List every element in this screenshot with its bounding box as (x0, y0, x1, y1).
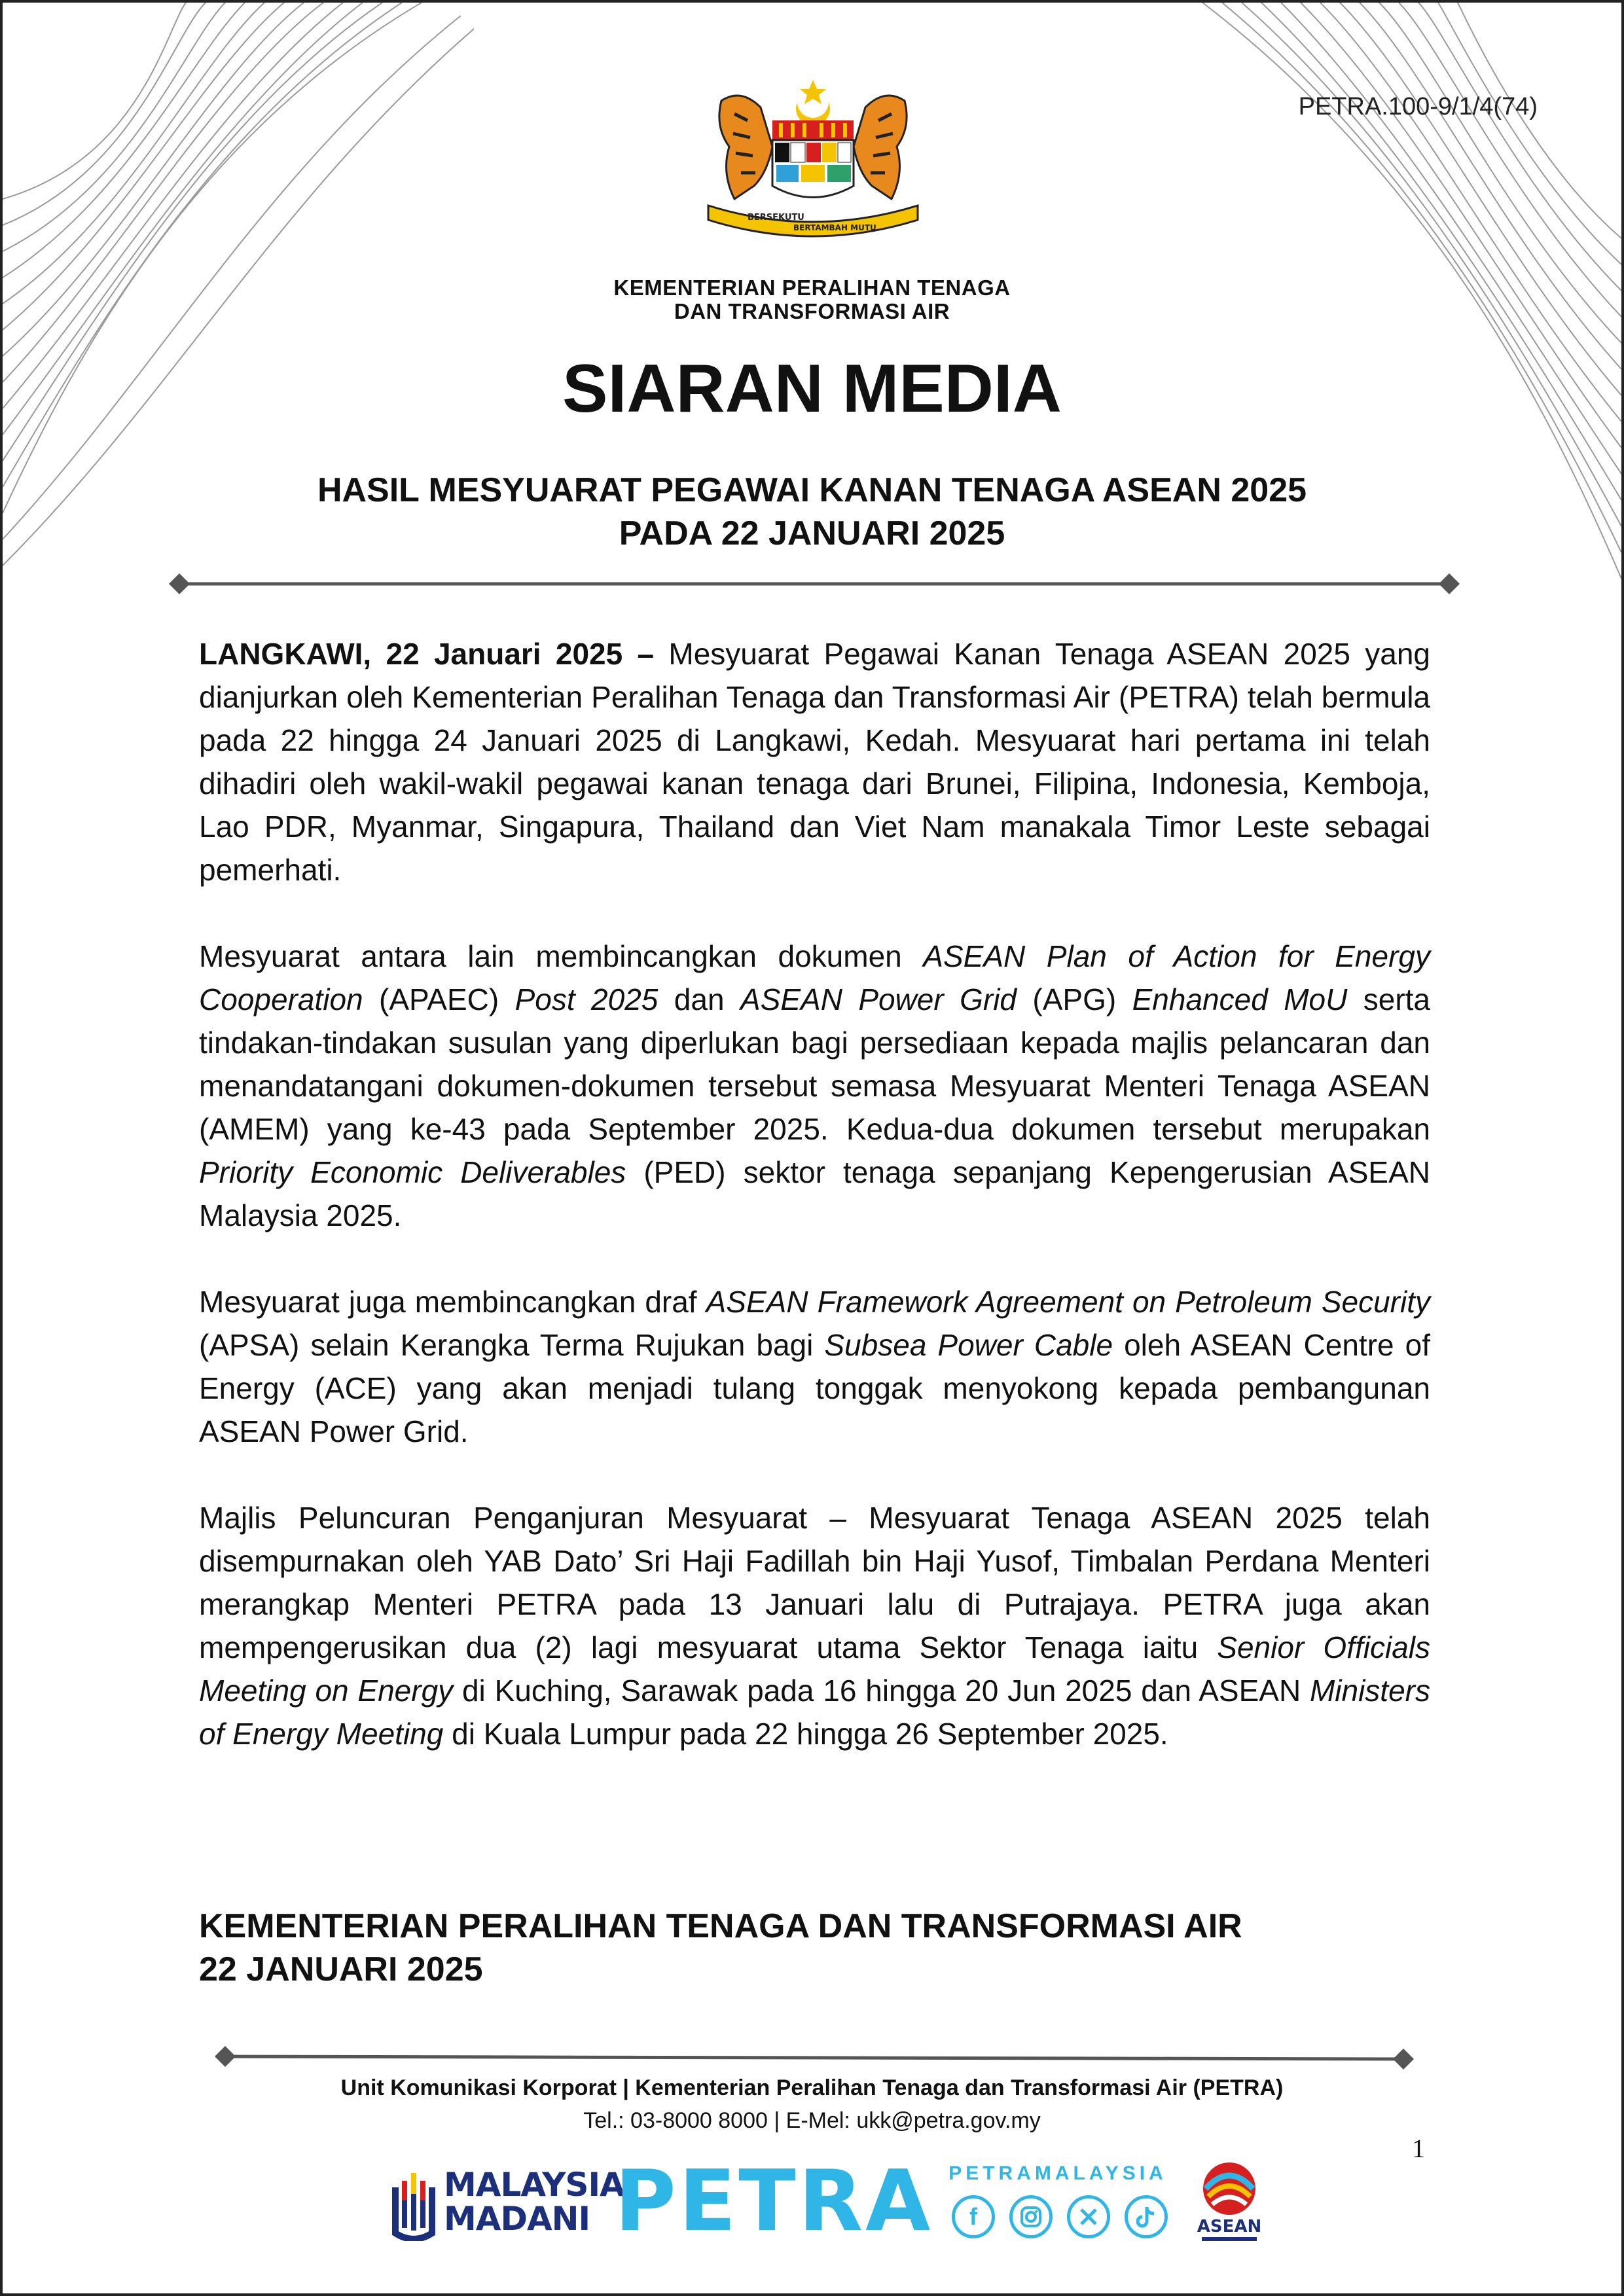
signoff-date: 22 JANUARI 2025 (199, 1950, 483, 1988)
madani-line1: MALAYSIA (444, 2166, 624, 2204)
crest-motto-center: BERTAMBAH MUTU (793, 223, 876, 232)
asean-malaysia-2025-logo (1193, 2156, 1266, 2248)
petra-logo: PETRA (615, 2153, 933, 2250)
subtitle-line2: PADA 22 JANUARI 2025 (619, 514, 1005, 552)
dateline: LANGKAWI, 22 Januari 2025 – (199, 637, 655, 671)
paragraph-1: LANGKAWI, 22 Januari 2025 – Mesyuarat Pegawai Kanan Tenaga ASEAN 2025 yang dianjurkan oleh Kementerian Peralihan Tenaga dan Transformasi Air (PETRA) telah bermula pada 22 hingga 24 Januari 2025 di Langkawi, Kedah. Mesyuarat hari pertama ini telah dihadiri oleh wakil-wakil pegawai kanan tenaga dari Brunei, Filipina, Indonesia, Kemboja, Lao PDR, Myanmar, Singapura, Thailand dan Viet Nam manakala Timor Leste sebagai pemerhati. (199, 637, 1430, 887)
facebook-icon[interactable]: f (952, 2195, 995, 2238)
divider-top (166, 571, 1462, 597)
instagram-icon[interactable] (1009, 2195, 1053, 2238)
ministry-heading-line2: DAN TRANSFORMASI AIR (674, 299, 950, 323)
ministry-heading (3, 276, 1621, 323)
social-media (947, 2162, 1169, 2248)
footer-unit: Unit Komunikasi Korporat | Kementerian Peralihan Tenaga dan Transformasi Air (PETRA) (340, 2075, 1284, 2100)
subtitle-line1: HASIL MESYUARAT PEGAWAI KANAN TENAGA ASEAN 2025 (317, 471, 1307, 509)
ministry-heading-line1: KEMENTERIAN PERALIHAN TENAGA (613, 276, 1011, 300)
paragraph-3: Mesyuarat juga membincangkan draf ASEAN Framework Agreement on Petroleum Security (APSA) selain Kerangka Terma Rujukan bagi Subsea Power Cable oleh ASEAN Centre of Energy (ACE) yang akan menjadi tulang tonggak menyokong kepada pembangunan ASEAN Power Grid. (199, 1285, 1430, 1448)
tiktok-icon[interactable] (1125, 2195, 1168, 2238)
footer-contact: Tel.: 03-8000 8000 | E-Mel: ukk@petra.gov.my (583, 2108, 1041, 2133)
madani-line2: MADANI (444, 2200, 590, 2238)
x-icon[interactable] (1067, 2195, 1110, 2238)
signoff (199, 1905, 1242, 1991)
paragraph-2: Mesyuarat antara lain membincangkan dokumen ASEAN Plan of Action for Energy Cooperation (APAEC) Post 2025 dan ASEAN Power Grid (APG) Enhanced MoU serta tindakan-tindakan susulan yang diperlukan bagi persediaan kepada majlis pelancaran dan menandatangani dokumen-dokumen tersebut semasa Mesyuarat Menteri Tenaga ASEAN (AMEM) yang ke-43 pada September 2025. Kedua-dua dokumen tersebut merupakan Priority Economic Deliverables (PED) sektor tenaga sepanjang Kepengerusian ASEAN Malaysia 2025. (199, 939, 1430, 1232)
divider-bottom (212, 2045, 1416, 2071)
page-title: SIARAN MEDIA (562, 351, 1062, 427)
footer-logos (389, 2153, 1266, 2250)
malaysia-madani-logo (389, 2162, 624, 2241)
page-number: 1 (1412, 2134, 1425, 2163)
coat-of-arms-logo (695, 75, 931, 238)
paragraph-4: Majlis Peluncuran Penganjuran Mesyuarat – Mesyuarat Tenaga ASEAN 2025 telah disempurnakan oleh YAB Dato’ Sri Haji Fadillah bin Haji Yusof, Timbalan Perdana Menteri merangkap Menteri PETRA pada 13 Januari lalu di Putrajaya. PETRA juga akan mempengerusikan dua (2) lagi mesyuarat utama Sektor Tenaga iaitu Senior Officials Meeting on Energy di Kuching, Sarawak pada 16 hingga 20 Jun 2025 dan ASEAN Ministers of Energy Meeting di Kuala Lumpur pada 22 hingga 26 September 2025. (199, 1501, 1430, 1751)
page-subtitle (3, 469, 1621, 555)
reference-number: PETRA.100-9/1/4(74) (1298, 93, 1538, 120)
article-body (199, 632, 1430, 1799)
social-handle: PETRAMALAYSIA (948, 2162, 1167, 2184)
crest-motto-left: BERSEKUTU (748, 213, 804, 223)
signoff-ministry: KEMENTERIAN PERALIHAN TENAGA DAN TRANSFORMASI AIR (199, 1907, 1242, 1945)
asean-logo-text: ASEAN (1197, 2217, 1262, 2236)
madani-emblem-icon (389, 2168, 439, 2241)
